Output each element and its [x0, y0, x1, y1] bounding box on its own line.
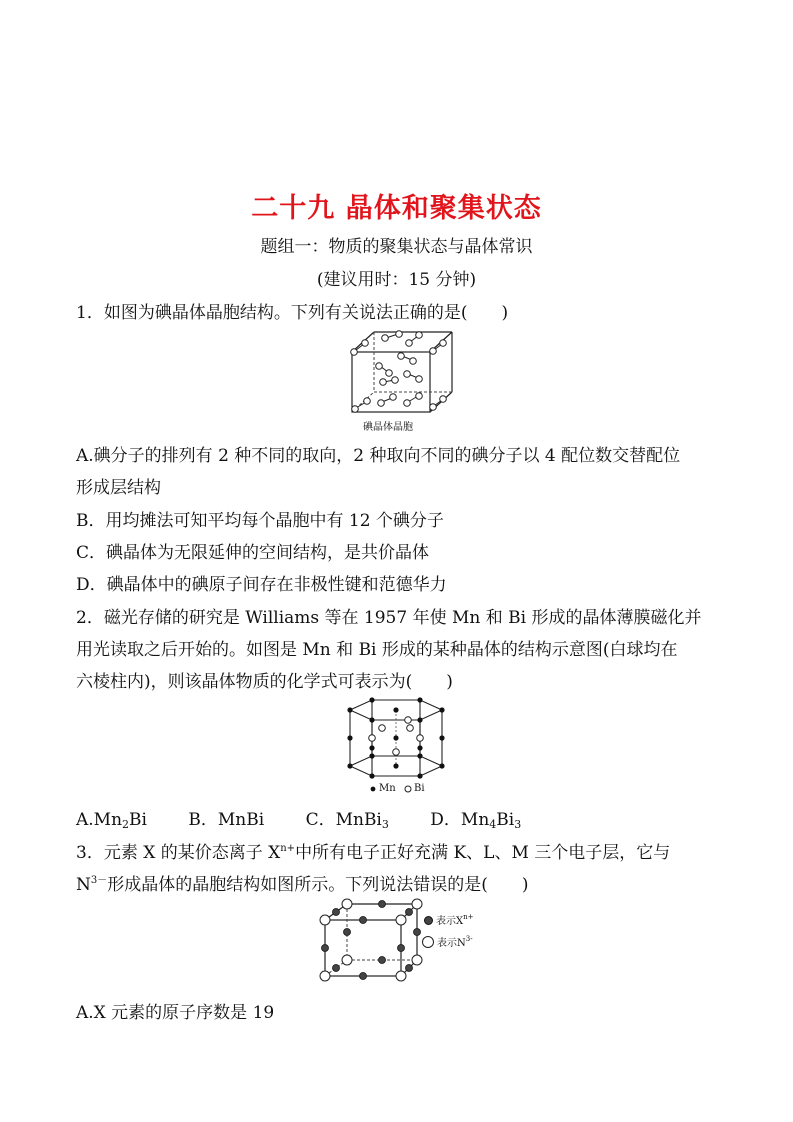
- legend-n3: 表示$N^{3-}$: [422, 934, 473, 949]
- legend-xn-marker: [424, 916, 433, 925]
- q3-stem-line1: 3．元素 X 的某价态离子 $X^{n+}$中所有电子正好充满 K、L、M 三个电子层，它与: [76, 843, 671, 863]
- q2-stem-line3: 六棱柱内)，则该晶体物质的化学式可表示为( ): [76, 672, 453, 692]
- q1-option-d: D．碘晶体中的碘原子间存在非极性键和范德华力: [76, 575, 447, 595]
- mnbi-hexagonal-figure: [342, 694, 452, 798]
- q2-option-a: $A.Mn_2Bi$: [76, 810, 147, 831]
- q3-option-a: A.X 元素的原子序数是 19: [76, 1003, 275, 1023]
- time-note: (建议用时：15 分钟): [316, 270, 477, 290]
- q1-option-a-continued: 形成层结构: [76, 478, 161, 498]
- legend-xn: 表示$X^{n+}$: [424, 912, 474, 927]
- group-heading: 题组一：物质的聚集状态与晶体常识: [260, 237, 533, 257]
- figure-caption: 碘晶体晶胞: [363, 422, 413, 433]
- q2-option-c: C．MnBi$_3$: [305, 810, 389, 831]
- q1-stem: 1．如图为碘晶体晶胞结构。下列有关说法正确的是( ): [76, 303, 509, 323]
- q2-option-d: D．$Mn_4Bi_3$: [430, 810, 522, 831]
- q2-stem-line2: 用光读取之后开始的。如图是 Mn 和 Bi 形成的某种晶体的结构示意图(白球均在: [76, 640, 678, 660]
- q1-option-c: C．碘晶体为无限延伸的空间结构，是共价晶体: [76, 543, 430, 563]
- iodine-unit-cell-figure: [338, 326, 456, 434]
- legend-bi: Bi: [414, 783, 425, 794]
- q1-option-b: B．用均摊法可知平均每个晶胞中有 12 个碘分子: [76, 511, 444, 531]
- q2-options: [76, 805, 557, 831]
- q2-stem-line1: 2．磁光存储的研究是 Williams 等在 1957 年使 Mn 和 Bi 形成的晶体薄膜磁化并: [76, 608, 702, 628]
- page-title: 二十九 晶体和聚集状态: [251, 193, 542, 224]
- q2-option-b: B．MnBi: [188, 810, 265, 830]
- q3-stem-line2: $N^{3-}$形成晶体的晶胞结构如图所示。下列说法错误的是( ): [76, 875, 529, 895]
- xn-lattice-figure: [313, 896, 423, 986]
- legend-mn: Mn: [379, 783, 396, 794]
- q1-option-a: A.碘分子的排列有 2 种不同的取向，2 种取向不同的碘分子以 4 配位数交替配位: [76, 446, 681, 466]
- legend-n3-marker: [422, 936, 434, 948]
